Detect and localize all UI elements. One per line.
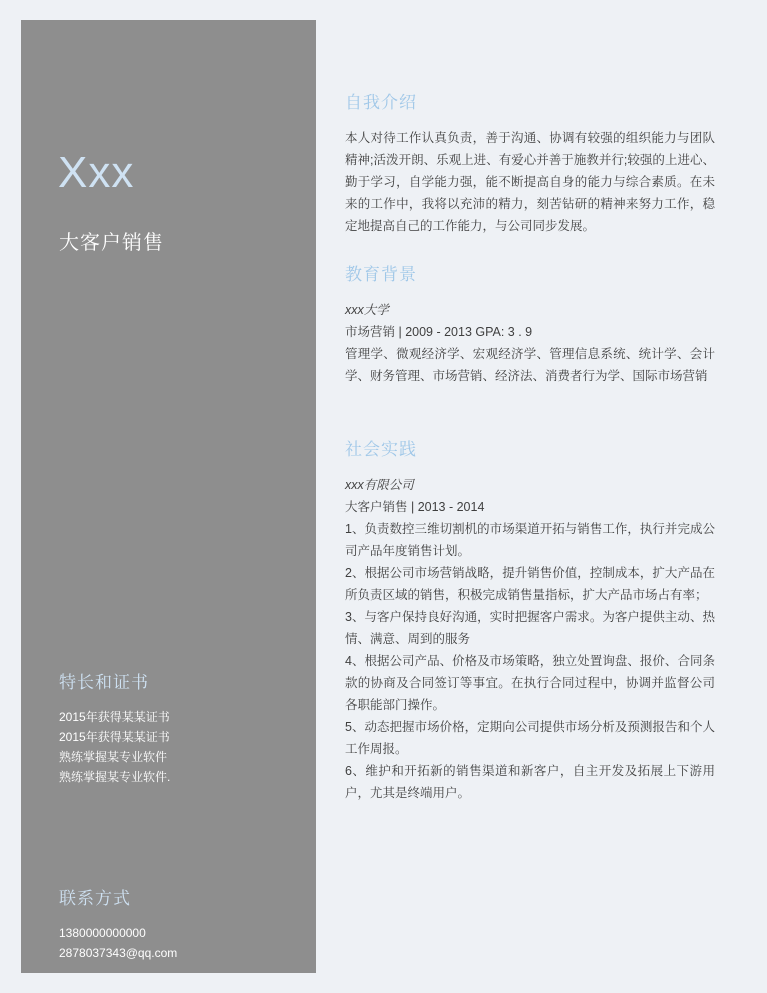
candidate-name: Xxx [58,148,135,197]
practice-role: 大客户销售 | 2013 - 2014 [345,500,485,514]
practice-heading: 社会实践 [345,440,417,459]
practice-company: xxx有限公司 [345,478,414,492]
education-courses: 管理学、微观经济学、宏观经济学、管理信息系统、统计学、会计学、财务管理、市场营销、经济法、消费者行为学、国际市场营销 [345,347,715,383]
practice-item: 4、根据公司产品、价格及市场策略，独立处置询盘、报价、合同条款的协商及合同签订等事宜。在执行合同过程中，协调并监督公司各职能部门操作。 [345,654,715,712]
skills-section [59,668,299,787]
candidate-job-title: 大客户销售 [59,232,164,254]
education-school: xxx大学 [345,303,389,317]
practice-item: 6、维护和开拓新的销售渠道和新客户，自主开发及拓展上下游用户，尤其是终端用户。 [345,764,715,800]
practice-item: 5、动态把握市场价格，定期向公司提供市场分析及预测报告和个人工作周报。 [345,720,715,756]
about-text: 本人对待工作认真负责，善于沟通、协调有较强的组织能力与团队精神;活泼开朗、乐观上进、有爱心并善于施教并行;较强的上进心、勤于学习，自学能力强，能不断提高自身的能力与综合素质。在未来的工作中，我将以充沛的精力，刻苦钻研的精神来努力工作，稳定地提高自己的工作能力，与公司同步发展。 [345,131,715,233]
contact-email: 2878037343@qq.com [59,946,178,960]
about-section [345,88,715,237]
contact-section [59,884,299,963]
skills-item: 熟练掌握某专业软件. [59,770,171,784]
skills-item: 2015年获得某某证书 [59,730,170,744]
practice-item: 1、负责数控三维切割机的市场渠道开拓与销售工作，执行并完成公司产品年度销售计划。 [345,522,715,558]
practice-section [345,435,715,804]
skills-item: 熟练掌握某专业软件 [59,750,168,764]
practice-item: 2、根据公司市场营销战略，提升销售价值，控制成本，扩大产品在所负责区域的销售，积极完成销售量指标，扩大产品市场占有率； [345,566,715,602]
skills-item: 2015年获得某某证书 [59,710,170,724]
practice-item: 3、与客户保持良好沟通，实时把握客户需求。为客户提供主动、热情、满意、周到的服务 [345,610,715,646]
about-heading: 自我介绍 [345,93,417,112]
education-section [345,260,715,387]
sidebar [21,20,316,973]
contact-phone: 1380000000000 [59,926,146,940]
education-heading: 教育背景 [345,265,417,284]
education-major: 市场营销 | 2009 - 2013 GPA: 3 . 9 [345,325,533,339]
skills-heading: 特长和证书 [59,673,149,692]
contact-heading: 联系方式 [59,889,131,908]
